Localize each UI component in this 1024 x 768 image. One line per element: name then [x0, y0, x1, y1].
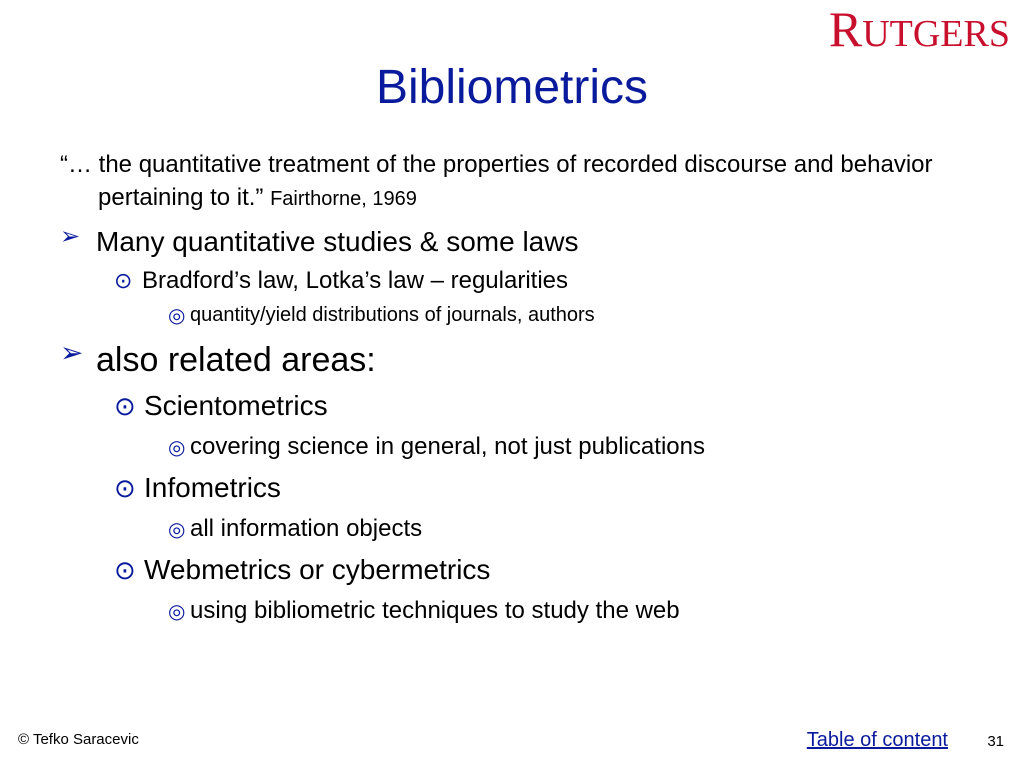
rutgers-logo	[828, 1, 1010, 57]
copyright-text: © Tefko Saracevic	[18, 731, 139, 748]
bullet-level1	[60, 336, 980, 384]
bullet-text: Bradford’s law, Lotka’s law – regularities	[142, 267, 568, 294]
quote-paragraph	[60, 148, 980, 216]
arrow-bullet-icon: ➢	[60, 337, 84, 368]
bullet-level3	[60, 300, 980, 330]
bullet-text: also related areas:	[96, 341, 376, 379]
bullet-level3	[60, 592, 980, 630]
slide-content	[60, 148, 980, 630]
bullet-text: covering science in general, not just publications	[190, 433, 705, 460]
circled-dot-bullet-icon: ⊙	[114, 554, 136, 585]
bullet-level2	[60, 550, 980, 590]
bullet-level3	[60, 428, 980, 466]
bullet-text: Scientometrics	[144, 390, 328, 421]
quote-citation: Fairthorne, 1969	[270, 188, 417, 210]
bullet-text: using bibliometric techniques to study the web	[190, 597, 680, 624]
circled-dot-bullet-icon: ⊙	[114, 390, 136, 421]
logo-rest: UTGERS	[862, 13, 1010, 55]
bullet-text: Webmetrics or cybermetrics	[144, 554, 491, 585]
page-number: 31	[987, 733, 1004, 750]
logo-letter: R	[828, 1, 863, 57]
arrow-bullet-icon: ➢	[60, 223, 81, 250]
bullet-level2	[60, 264, 980, 298]
bullet-level1	[60, 222, 980, 262]
bullet-level2	[60, 468, 980, 508]
circled-dot-bullet-icon: ⊙	[114, 472, 136, 503]
double-circle-bullet-icon: ◎	[168, 600, 186, 623]
bullet-level3	[60, 510, 980, 548]
table-of-content-link[interactable]: Table of content	[806, 729, 948, 751]
bullet-level2	[60, 386, 980, 426]
double-circle-bullet-icon: ◎	[168, 436, 186, 459]
slide-title: Bibliometrics	[375, 61, 649, 114]
double-circle-bullet-icon: ◎	[168, 304, 186, 327]
bullet-text: quantity/yield distributions of journals, authors	[190, 304, 595, 326]
circled-dot-bullet-icon: ⊙	[114, 268, 133, 293]
double-circle-bullet-icon: ◎	[168, 518, 186, 541]
quote-text: “… the quantitative treatment of the properties of recorded discourse and behavior pertaining to it.”	[60, 151, 933, 211]
bullet-text: all information objects	[190, 515, 423, 542]
bullet-text: Many quantitative studies & some laws	[96, 226, 579, 257]
bullet-text: Infometrics	[144, 472, 281, 503]
